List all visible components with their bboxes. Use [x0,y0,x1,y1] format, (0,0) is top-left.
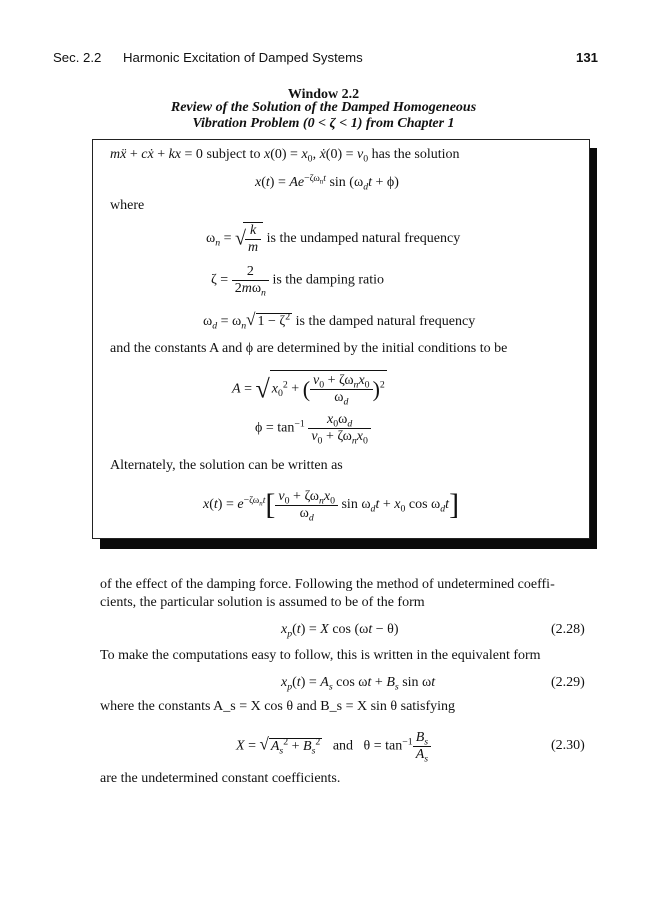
equation-2-28: $x_p(t) = X$ cos (ωt − θ) [281,622,399,640]
omega-d-definition: $\omega_d = \omega_n√$ $1 - \zeta^2$ is the damped natural frequency [203,310,476,332]
paragraph-2: To make the computations easy to follow, this is written in the equivalent form [100,648,541,663]
alternate-solution: $x(t) = e^{-\zeta\omega_nt}$[ $\frac{v_0 + \zeta\omega_nx_0}{\omega_d}$ $\sin \omega_dt + x_0$ $\cos \omega_dt$] [203,488,460,523]
equation-number-2-29: (2.29) [551,675,585,690]
equation-2-29: $x_p(t) = A_s$ $\cos \omega t + B_s$ sin ωt [281,675,436,693]
omega-n-description: is the undamped natural frequency [266,231,461,247]
equation-number-2-28: (2.28) [551,622,585,637]
equation-2-30: X = √ $A_s^2 + B_s^2$ and $\theta = \tan^{-1}$ $\frac{B_s}{A_s}$ [236,730,431,763]
amplitude-equation: A = √ $x_0^2$ + ( $\frac{v_0 + \zeta\omega_nx_0}{\omega_d}$ )$^2$ [232,370,387,406]
section-title: Harmonic Excitation of Damped Systems [123,50,363,65]
intro-text: subject to [206,147,261,162]
page-number: 131 [575,50,598,65]
paragraph-1-line-1: of the effect of the damping force. Following the method of undetermined coeffi- [100,577,555,592]
zeta-definition: ζ = $\frac{2}{2m\omega_n}$ is the damping ratio [211,264,385,299]
equation-of-motion: mẍ + cẋ + kx = 0 subject to $x(0) = x_0$, ẋ(0) = $v_0$ has the solution [110,147,460,165]
and-word: and [332,738,354,754]
equation-number-2-30: (2.30) [551,738,585,753]
paragraph-1-line-2: cients, the particular solution is assumed to be of the form [100,595,425,610]
phase-equation: $\phi = \tan^{-1}$ $\frac{x_0\omega_d}{v_0 + \zeta\omega_nx_0}$ [255,412,371,445]
has-solution-text: has the solution [371,147,460,162]
alternately-text: Alternately, the solution can be written as [110,458,343,473]
review-box [92,139,590,539]
paragraph-4: are the undetermined constant coefficients. [100,771,341,786]
paragraph-3: where the constants A_s = X cos θ and B_s = X sin θ satisfying [100,699,456,714]
window-title-line2: Vibration Problem (0 < ζ < 1) from Chapter 1 [192,116,455,131]
constants-text: and the constants A and ϕ are determined by the initial conditions to be [110,341,508,356]
window-title-line1: Review of the Solution of the Damped Homogeneous [170,100,477,115]
where-label: where [110,198,145,213]
zeta-description: is the damping ratio [272,272,385,288]
solution-equation: $x(t) = Ae^{-\zeta\omega_nt}$ $\sin (\omega_dt + \phi)$ [255,172,399,193]
window-label: Window 2.2 [287,87,360,102]
omega-d-description: is the damped natural frequency [295,314,476,329]
section-number: Sec. 2.2 [53,50,102,65]
omega-n-definition: $\omega_n$ = √ $\frac{k}{m}$ is the undamped natural frequency [206,223,461,255]
